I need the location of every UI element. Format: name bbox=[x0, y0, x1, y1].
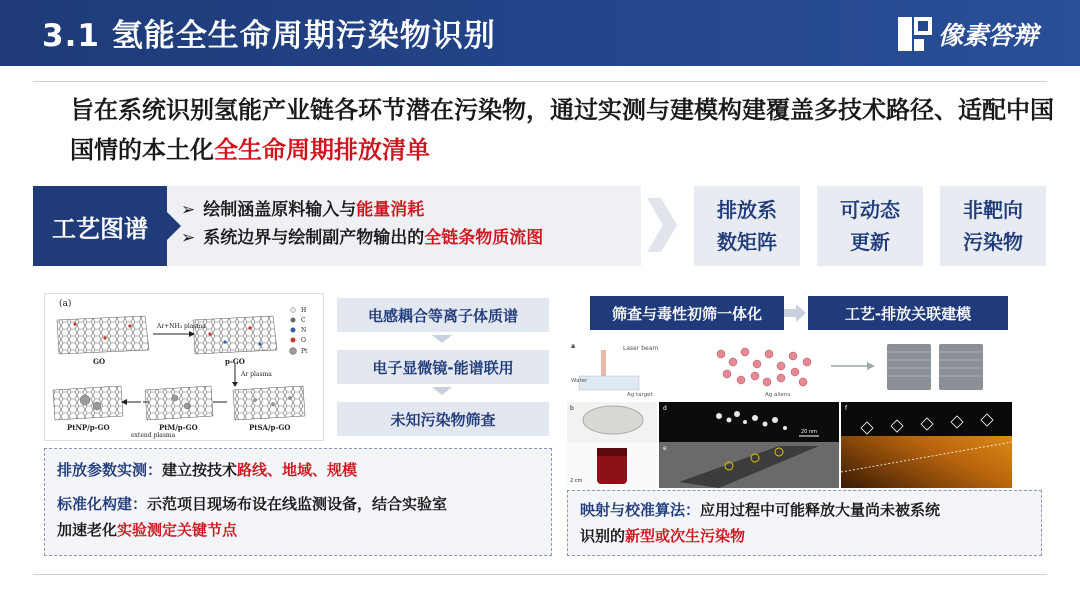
craft-bullet: ➢ 绘制涵盖原料输入与能量消耗 bbox=[181, 200, 425, 220]
figure-graphene-schematic bbox=[44, 293, 324, 441]
svg-text:Ar plasma: Ar plasma bbox=[241, 371, 272, 378]
tag-dynamic-update: 可动态 更新 bbox=[817, 186, 923, 266]
mapping-box bbox=[567, 490, 1042, 556]
measurement-line: 排放参数实测：建立按技术路线、地域、规模 bbox=[57, 461, 358, 479]
header-screening-toxicity: 筛查与毒性初筛一体化 bbox=[590, 296, 784, 330]
silver-disc-photo bbox=[567, 402, 657, 442]
arrow-bullet-icon: ➢ bbox=[181, 200, 196, 220]
svg-text:Laser beam: Laser beam bbox=[623, 345, 659, 352]
tag-emission-matrix: 排放系 数矩阵 bbox=[694, 186, 800, 266]
svg-text:a: a bbox=[571, 343, 576, 350]
arrow-bullet-icon: ➢ bbox=[181, 228, 196, 248]
graphene-sheet bbox=[193, 316, 277, 354]
tag-untargeted-pollutants: 非靶向 污染物 bbox=[940, 186, 1046, 266]
measurement-box bbox=[44, 448, 552, 556]
svg-text:Ar+NH₃ plasma: Ar+NH₃ plasma bbox=[157, 323, 206, 330]
svg-text:O: O bbox=[301, 337, 306, 344]
graphene-sheet bbox=[57, 316, 149, 354]
laser-schematic bbox=[567, 336, 1012, 400]
intro-paragraph bbox=[70, 90, 1060, 170]
down-arrow-icon bbox=[432, 387, 452, 395]
svg-text:Ag target: Ag target bbox=[627, 392, 653, 398]
svg-text:e: e bbox=[663, 445, 667, 452]
svg-text:GO: GO bbox=[93, 357, 106, 366]
svg-text:2 cm: 2 cm bbox=[570, 478, 583, 484]
craft-panel bbox=[33, 186, 641, 266]
arrow-right-icon bbox=[784, 304, 806, 322]
svg-text:20 nm: 20 nm bbox=[801, 429, 817, 435]
svg-text:H: H bbox=[301, 307, 307, 314]
svg-text:d: d bbox=[663, 405, 667, 412]
top-divider bbox=[33, 81, 1047, 82]
craft-label: 工艺图谱 bbox=[33, 186, 167, 266]
heatmap-image bbox=[841, 402, 1012, 488]
svg-text:N: N bbox=[301, 327, 307, 334]
craft-bullets bbox=[181, 196, 543, 252]
svg-text:PtSA/p-GO: PtSA/p-GO bbox=[249, 423, 291, 432]
svg-text:PtNP/p-GO: PtNP/p-GO bbox=[67, 423, 110, 432]
svg-text:PtM/p-GO: PtM/p-GO bbox=[159, 423, 198, 432]
svg-text:b: b bbox=[570, 405, 574, 412]
svg-text:Pt: Pt bbox=[301, 348, 308, 355]
tem-nanowire-image bbox=[659, 442, 839, 488]
svg-text:C: C bbox=[301, 317, 306, 324]
tem-particles-image bbox=[659, 402, 839, 442]
svg-text:Ag aliens: Ag aliens bbox=[765, 392, 791, 398]
down-arrow-icon bbox=[432, 335, 452, 343]
header-bar bbox=[0, 0, 1080, 66]
panel-label: (a) bbox=[59, 299, 72, 309]
technique-icp-ms: 电感耦合等离子体质谱 bbox=[337, 298, 549, 332]
technique-unknown-screening: 未知污染物筛查 bbox=[337, 402, 549, 436]
graphene-sheet bbox=[145, 386, 213, 420]
brand-name: 像素答辩 bbox=[937, 21, 1038, 50]
standardization-line: 标准化构建：示范项目现场布设在线监测设备，结合实验室 bbox=[57, 495, 448, 513]
svg-text:extend plasma: extend plasma bbox=[131, 432, 176, 439]
mapping-line: 映射与校准算法：应用过程中可能释放大量尚未被系统 bbox=[580, 501, 941, 519]
intro-highlight: 全生命周期排放清单 bbox=[214, 136, 430, 164]
figure-laser-ablation bbox=[567, 336, 1012, 488]
colloid-vial-photo bbox=[567, 442, 657, 488]
brand-logo bbox=[898, 14, 1038, 54]
svg-text:Water: Water bbox=[571, 378, 588, 384]
bottom-divider bbox=[33, 574, 1047, 575]
intro-text: 旨在系统识别氢能产业链各环节潜在污染物，通过实测与建模构建覆盖多技术路径、适配中国国情的本土化 bbox=[70, 96, 1054, 164]
standardization-line-2: 加速老化实验测定关键节点 bbox=[57, 521, 238, 539]
technique-sem-eds: 电子显微镜-能谱联用 bbox=[337, 350, 549, 384]
chevron-right-icon bbox=[645, 196, 679, 254]
logo-icon bbox=[898, 17, 932, 51]
svg-text:p-GO: p-GO bbox=[225, 357, 245, 366]
header-process-modeling: 工艺-排放关联建模 bbox=[808, 296, 1008, 330]
mapping-line-2: 识别的新型或次生污染物 bbox=[580, 527, 746, 545]
craft-bullet: ➢ 系统边界与绘制副产物输出的全链条物质流图 bbox=[181, 228, 544, 248]
svg-text:f: f bbox=[845, 405, 848, 412]
graphene-sheet bbox=[233, 386, 305, 420]
slide-title: 3.1 氢能全生命周期污染物识别 bbox=[42, 18, 496, 54]
